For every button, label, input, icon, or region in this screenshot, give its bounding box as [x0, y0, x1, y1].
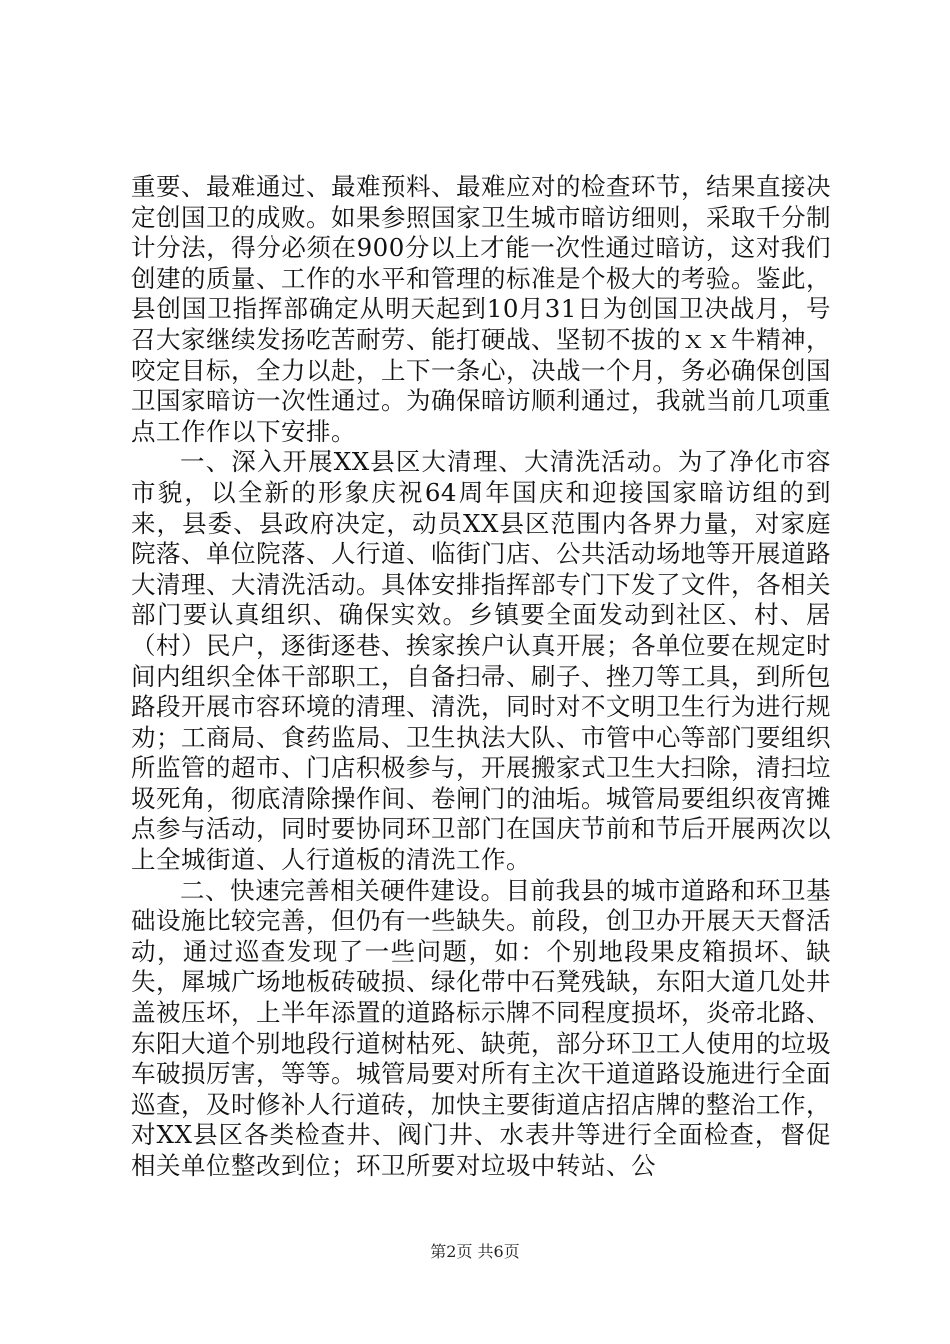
- document-body: [131, 172, 831, 1182]
- body-paragraph-continued: 重要、最难通过、最难预料、最难应对的检查环节，结果直接决定创国卫的成败。如果参照国家卫生城市暗访细则，采取千分制计分法，得分必须在900分以上才能一次性通过暗访，这对我们创建的质量、工作的水平和管理的标准是个极大的考验。鉴此，县创国卫指挥部确定从明天起到10月31日为创国卫决战月，号召大家继续发扬吃苦耐劳、能打硬战、坚韧不拔的ｘｘ牛精神，咬定目标，全力以赴，上下一条心，决战一个月，务必确保创国卫国家暗访一次性通过。为确保暗访顺利通过，我就当前几项重点工作作以下安排。: [131, 172, 831, 446]
- body-paragraph-section-two: 二、快速完善相关硬件建设。目前我县的城市道路和环卫基础设施比较完善，但仍有一些缺失。前段，创卫办开展天天督活动，通过巡查发现了一些问题，如：个别地段果皮箱损坏、缺失，犀城广场地板砖破损、绿化带中石凳残缺，东阳大道几处井盖被压坏，上半年添置的道路标示牌不同程度损坏，炎帝北路、东阳大道个别地段行道树枯死、缺蔸，部分环卫工人使用的垃圾车破损厉害，等等。城管局要对所有主次干道道路设施进行全面巡查，及时修补人行道砖，加快主要街道店招店牌的整治工作，对XX县区各类检查井、阀门井、水表井等进行全面检查，督促相关单位整改到位；环卫所要对垃圾中转站、公: [131, 875, 831, 1180]
- body-paragraph-section-one: 一、深入开展XX县区大清理、大清洗活动。为了净化市容市貌，以全新的形象庆祝64周年国庆和迎接国家暗访组的到来，县委、县政府决定，动员XX县区范围内各界力量，对家庭院落、单位院落、人行道、临街门店、公共活动场地等开展道路大清理、大清洗活动。具体安排指挥部专门下发了文件，各相关部门要认真组织、确保实效。乡镇要全面发动到社区、村、居（村）民户，逐街逐巷、挨家挨户认真开展；各单位要在规定时间内组织全体干部职工，自备扫帚、刷子、挫刀等工具，到所包路段开展市容环境的清理、清洗，同时对不文明卫生行为进行规劝；工商局、食药监局、卫生执法大队、市管中心等部门要组织所监管的超市、门店积极参与，开展搬家式卫生大扫除，清扫垃圾死角，彻底清除操作间、卷闸门的油垢。城管局要组织夜宵摊点参与活动，同时要协同环卫部门在国庆节前和节后开展两次以上全城街道、人行道板的清洗工作。: [131, 447, 831, 875]
- page-number-footer: 第2页 共6页: [430, 1242, 520, 1261]
